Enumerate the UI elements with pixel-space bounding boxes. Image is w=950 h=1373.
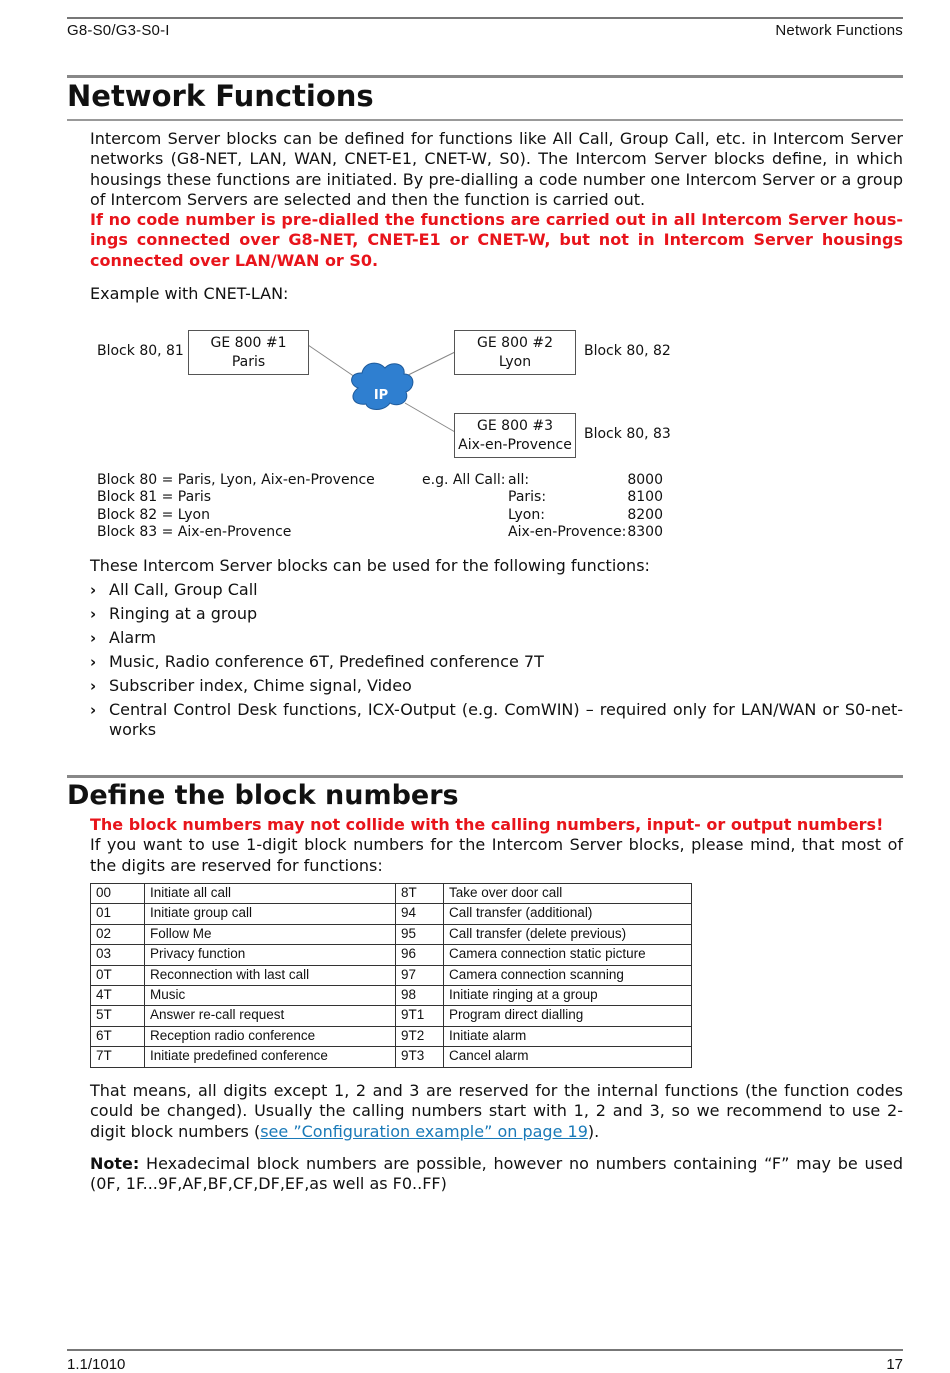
list-item-text: Alarm xyxy=(109,628,157,647)
code-cell: 03 xyxy=(91,945,145,965)
code-cell: 8T xyxy=(396,884,444,904)
table-row xyxy=(91,985,692,1005)
code-cell: 95 xyxy=(396,924,444,944)
function-cell: Music xyxy=(145,985,396,1005)
page-title: Network Functions xyxy=(67,79,374,113)
note-text xyxy=(90,1154,903,1195)
after-table-text xyxy=(90,1081,903,1142)
example-name: Paris: xyxy=(508,489,547,506)
list-item xyxy=(90,626,903,650)
code-cell: 02 xyxy=(91,924,145,944)
node-paris-model: GE 800 #1 xyxy=(210,335,287,351)
link-paris xyxy=(308,345,355,377)
example-row xyxy=(508,524,663,541)
list-item-text: Music, Radio conference 6T, Predefined conference 7T xyxy=(109,652,544,671)
all-call-example-prefix: e.g. All Call: xyxy=(422,472,506,488)
code-cell: 9T3 xyxy=(396,1047,444,1067)
diagram-connectors xyxy=(0,0,950,470)
reserved-codes-table xyxy=(90,883,692,1068)
example-code: 8100 xyxy=(627,489,663,506)
block-numbers-intro: If you want to use 1-digit block numbers for the Intercom Server blocks, please mind, that most of the digits are reserved for functions: xyxy=(90,835,903,875)
block-label-aix: Block 80, 83 xyxy=(584,426,671,442)
chevron-right-icon: › xyxy=(90,629,97,647)
function-cell: Initiate all call xyxy=(145,884,396,904)
warning-text: If no code number is pre-dialled the functions are carried out in all Intercom Server housings connected over G8-NET, CNET-E1 or CNET-W, but not in Intercom Server housings connected over LAN/WAN or S0. xyxy=(90,210,903,270)
link-aix xyxy=(405,403,455,432)
chevron-right-icon: › xyxy=(90,677,97,695)
chevron-right-icon: › xyxy=(90,581,97,599)
function-cell: Initiate group call xyxy=(145,904,396,924)
function-cell: Answer re-call request xyxy=(145,1006,396,1026)
code-cell: 5T xyxy=(91,1006,145,1026)
chevron-right-icon: › xyxy=(90,653,97,671)
list-item xyxy=(90,578,903,602)
table-row xyxy=(91,1047,692,1067)
after-table-text-start: That means, all digits except 1, 2 and 3 are reserved for the internal functions (the function codes could be changed). Usually the calling numbers start with 1, 2 and 3, so we recommend to use 2-digit block numbers ( xyxy=(90,1081,903,1141)
function-cell: Initiate predefined conference xyxy=(145,1047,396,1067)
example-name: Aix-en-Provence: xyxy=(508,523,627,540)
after-table-text-end: ). xyxy=(587,1121,600,1141)
function-cell: Program direct dialling xyxy=(444,1006,692,1026)
function-cell: Initiate alarm xyxy=(444,1026,692,1046)
function-cell: Follow Me xyxy=(145,924,396,944)
table-row xyxy=(91,884,692,904)
ip-cloud-label: IP xyxy=(373,388,389,403)
code-cell: 0T xyxy=(91,965,145,985)
code-cell: 9T2 xyxy=(396,1026,444,1046)
table-row xyxy=(91,1026,692,1046)
section-title-block-numbers: Define the block numbers xyxy=(67,780,459,811)
table-row xyxy=(91,904,692,924)
function-cell: Reconnection with last call xyxy=(145,965,396,985)
note-body: Hexadecimal block numbers are possible, however no numbers containing “F” may be used (0F, 1F...9F,AF,BF,CF,DF,EF,as well as F0..FF) xyxy=(90,1154,903,1194)
table-row xyxy=(91,1006,692,1026)
network-diagram xyxy=(0,0,950,470)
block-collision-warning: The block numbers may not collide with the calling numbers, input- or output numbers! xyxy=(90,815,884,834)
list-item xyxy=(90,602,903,626)
header-section-title: Network Functions xyxy=(775,22,903,39)
function-cell: Take over door call xyxy=(444,884,692,904)
table-row xyxy=(91,945,692,965)
code-cell: 96 xyxy=(396,945,444,965)
example-label: Example with CNET-LAN: xyxy=(90,284,289,303)
block-definitions xyxy=(97,472,375,541)
code-cell: 7T xyxy=(91,1047,145,1067)
note-label: Note: xyxy=(90,1154,140,1173)
section-rule-2 xyxy=(67,775,903,778)
function-cell: Reception radio conference xyxy=(145,1026,396,1046)
code-cell: 01 xyxy=(91,904,145,924)
list-item-text: Subscriber index, Chime signal, Video xyxy=(109,676,412,695)
block-label-lyon: Block 80, 82 xyxy=(584,343,671,359)
node-aix-model: GE 800 #3 xyxy=(477,418,553,434)
example-code: 8300 xyxy=(627,523,663,540)
table-row xyxy=(91,924,692,944)
node-paris xyxy=(188,330,309,375)
header-doc-id: G8-S0/G3-S0-I xyxy=(67,22,170,39)
block-def-81: Block 81 = Paris xyxy=(97,489,212,506)
function-cell: Cancel alarm xyxy=(444,1047,692,1067)
footer-rule xyxy=(67,1349,903,1351)
list-item-text: Ringing at a group xyxy=(109,604,258,623)
code-cell: 6T xyxy=(91,1026,145,1046)
table-row xyxy=(91,965,692,985)
list-item-text: All Call, Group Call xyxy=(109,580,258,599)
block-label-paris: Block 80, 81 xyxy=(97,343,184,359)
function-cell: Call transfer (delete previous) xyxy=(444,924,692,944)
function-cell: Camera connection scanning xyxy=(444,965,692,985)
example-row xyxy=(508,507,663,524)
example-row xyxy=(508,489,663,506)
block-def-80: Block 80 = Paris, Lyon, Aix-en-Provence xyxy=(97,472,375,488)
chevron-right-icon: › xyxy=(90,701,97,719)
code-cell: 94 xyxy=(396,904,444,924)
example-row xyxy=(508,472,663,489)
list-item xyxy=(90,700,903,740)
function-cell: Camera connection static picture xyxy=(444,945,692,965)
chevron-right-icon: › xyxy=(90,605,97,623)
function-cell: Privacy function xyxy=(145,945,396,965)
example-name: all: xyxy=(508,472,530,488)
list-item-text: Central Control Desk functions, ICX-Output (e.g. ComWIN) – required only for LAN/WAN or S0-networks xyxy=(109,700,903,739)
block-def-83: Block 83 = Aix-en-Provence xyxy=(97,523,292,540)
functions-intro: These Intercom Server blocks can be used for the following functions: xyxy=(90,556,650,575)
node-lyon-model: GE 800 #2 xyxy=(477,335,553,351)
example-name: Lyon: xyxy=(508,506,545,523)
block-numbers-text xyxy=(90,815,903,876)
code-cell: 00 xyxy=(91,884,145,904)
code-cell: 9T1 xyxy=(396,1006,444,1026)
example-code: 8200 xyxy=(627,506,663,523)
code-cell: 4T xyxy=(91,985,145,1005)
node-aix-city: Aix-en-Provence xyxy=(458,437,572,453)
node-lyon xyxy=(454,330,576,375)
footer-version: 1.1/1010 xyxy=(67,1356,126,1373)
block-def-82: Block 82 = Lyon xyxy=(97,506,210,523)
node-paris-city: Paris xyxy=(231,354,266,370)
function-cell: Call transfer (additional) xyxy=(444,904,692,924)
node-lyon-city: Lyon xyxy=(498,354,532,370)
function-cell: Initiate ringing at a group xyxy=(444,985,692,1005)
example-code: 8000 xyxy=(627,472,663,488)
note-paragraph xyxy=(90,1154,903,1195)
list-item xyxy=(90,650,903,674)
page-number: 17 xyxy=(886,1356,903,1373)
intro-text: Intercom Server blocks can be defined for functions like All Call, Group Call, etc. in Intercom Server networks (G8-NET, LAN, WAN, CNET-E1, CNET-W, S0). The Intercom Server blocks define, in which housings these functions are initiated. By pre-dialling a code number one Intercom Server or a group of Intercom Servers are selected and then the function is carried out. xyxy=(90,129,903,209)
configuration-example-link[interactable]: see ”Configuration example” on page 19 xyxy=(260,1121,588,1141)
code-cell: 98 xyxy=(396,985,444,1005)
list-item xyxy=(90,674,903,698)
functions-list xyxy=(90,578,903,740)
node-aix xyxy=(454,413,576,458)
after-table-paragraph xyxy=(90,1081,903,1142)
all-call-examples xyxy=(508,472,663,541)
code-cell: 97 xyxy=(396,965,444,985)
